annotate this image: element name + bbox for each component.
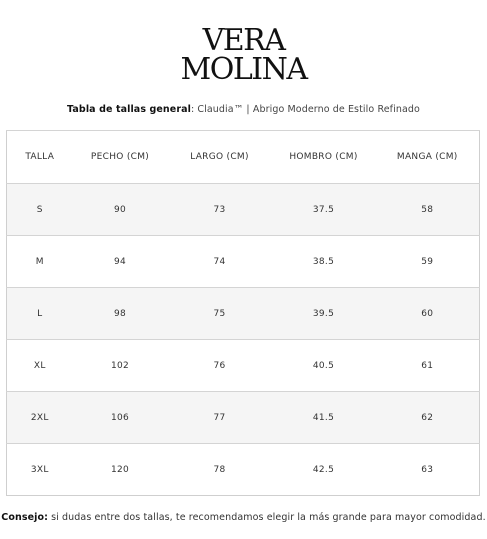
cell-talla: L [7,288,73,340]
cell-talla: 3XL [7,444,73,496]
cell-largo: 74 [168,236,272,288]
cell-pecho: 90 [73,184,168,236]
cell-largo: 77 [168,392,272,444]
cell-pecho: 102 [73,340,168,392]
cell-manga: 59 [376,236,480,288]
header-manga: MANGA (CM) [376,131,480,184]
cell-manga: 60 [376,288,480,340]
cell-manga: 63 [376,444,480,496]
header-pecho: PECHO (CM) [73,131,168,184]
cell-hombro: 40.5 [272,340,376,392]
table-row [7,340,480,392]
cell-largo: 78 [168,444,272,496]
size-table-header-row [7,131,480,184]
cell-talla: XL [7,340,73,392]
cell-hombro: 38.5 [272,236,376,288]
cell-largo: 75 [168,288,272,340]
cell-hombro: 42.5 [272,444,376,496]
size-chart-title-product: : Claudia™ | Abrigo Moderno de Estilo Refinado [190,104,420,115]
cell-pecho: 94 [73,236,168,288]
cell-largo: 73 [168,184,272,236]
sizing-tip-label: Consejo: [1,512,49,523]
brand-logo-line2: MOLINA [180,52,307,87]
cell-pecho: 98 [73,288,168,340]
brand-logo-line1: VERA [202,23,285,58]
table-row [7,392,480,444]
cell-manga: 61 [376,340,480,392]
table-row [7,236,480,288]
cell-largo: 76 [168,340,272,392]
cell-hombro: 37.5 [272,184,376,236]
cell-manga: 62 [376,392,480,444]
cell-hombro: 39.5 [272,288,376,340]
table-row [7,288,480,340]
cell-pecho: 120 [73,444,168,496]
cell-talla: 2XL [7,392,73,444]
brand-logo [0,23,487,87]
table-row [7,444,480,496]
cell-talla: S [7,184,73,236]
header-largo: LARGO (CM) [168,131,272,184]
header-hombro: HOMBRO (CM) [272,131,376,184]
sizing-tip-text: si dudas entre dos tallas, te recomendamos elegir la más grande para mayor comodidad. [48,512,486,523]
size-chart-title-bold: Tabla de tallas general [67,104,191,115]
cell-pecho: 106 [73,392,168,444]
size-chart-title [0,104,487,116]
table-row [7,184,480,236]
size-table [6,130,480,496]
sizing-tip [0,512,487,524]
header-talla: TALLA [7,131,73,184]
cell-hombro: 41.5 [272,392,376,444]
cell-talla: M [7,236,73,288]
cell-manga: 58 [376,184,480,236]
